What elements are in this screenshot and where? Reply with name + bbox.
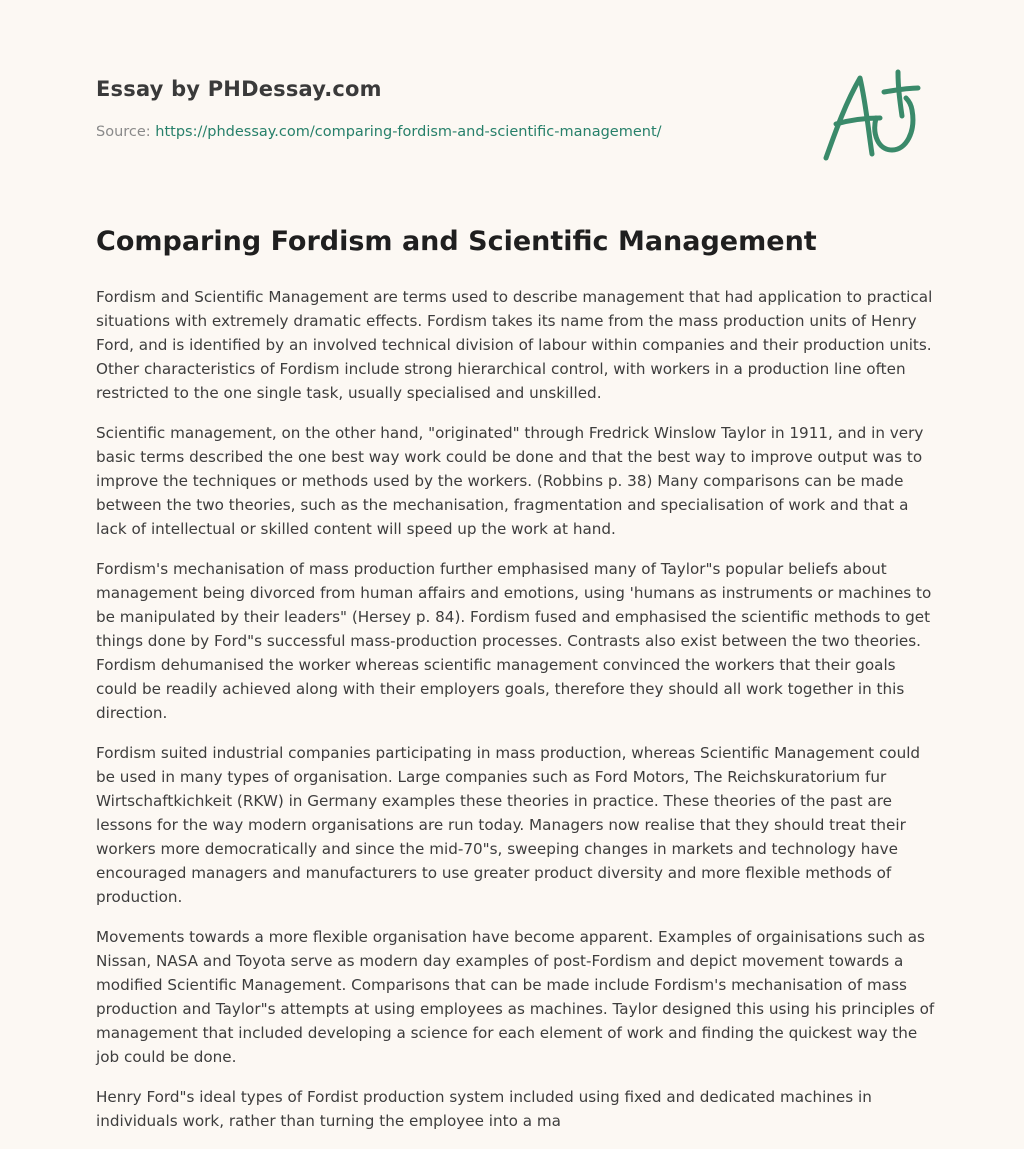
essay-paragraph: Fordism suited industrial companies participating in mass production, whereas Scientific Management could be used in many types of organisation. Large companies such as Ford Motors, The Reichskuratorium fur Wirtschaftkichkeit (RKW) in Germany examples these theories in practice. These theories of the past are lessons for the way modern organisations are run today. Managers now realise that they should treat their workers more democratically and since the mid-70"s, sweeping changes in markets and technology have encouraged managers and manufacturers to use greater product diversity and more flexible methods of production. [96, 744, 921, 906]
essay-paragraph: Fordism's mechanisation of mass production further emphasised many of Taylor"s popular beliefs about management being divorced from human affairs and emotions, using 'humans as instruments or machines to be manipulated by their leaders" (Hersey p. 84). Fordism fused and emphasised the scientific methods to get things done by Ford"s successful mass-production processes. Contrasts also exist between the two theories. Fordism dehumanised the worker whereas scientific management convinced the workers that their goals could be readily achieved along with their employers goals, therefore they should all work together in this direction. [96, 560, 932, 722]
essay-paragraph: Movements towards a more flexible organisation have become apparent. Examples of orgainisations such as Nissan, NASA and Toyota serve as modern day examples of post-Fordism and depict movement towards a modified Scientific Management. Comparisons that can be made include Fordism's mechanisation of mass production and Taylor"s attempts at using employees as machines. Taylor designed this using his principles of management that included developing a science for each element of work and finding the quickest way the job could be done. [96, 928, 935, 1066]
a-plus-grade-icon [822, 68, 926, 166]
essay-paragraph: Scientific management, on the other hand, "originated" through Fredrick Winslow Taylor in 1911, and in very basic terms described the one best way work could be done and that the best way to improve output was to improve the techniques or methods used by the workers. (Robbins p. 38) Many comparisons can be made between the two theories, such as the mechanisation, fragmentation and specialisation of work and that a lack of intellectual or skilled content will speed up the work at hand. [96, 424, 924, 538]
source-line [96, 124, 662, 140]
site-brand: Essay by PHDessay.com [96, 77, 382, 101]
essay-paragraph: Henry Ford"s ideal types of Fordist production system included using fixed and dedicated machines in individuals work, rather than turning the employee into a ma [96, 1088, 872, 1130]
source-link[interactable]: https://phdessay.com/comparing-fordism-and-scientific-management/ [155, 124, 662, 140]
source-label: Source: [96, 124, 156, 140]
essay-paragraph: Fordism and Scientific Management are terms used to describe management that had application to practical situations with extremely dramatic effects. Fordism takes its name from the mass production units of Henry Ford, and is identified by an involved technical division of labour within companies and their production units. Other characteristics of Fordism include strong hierarchical control, with workers in a production line often restricted to the one single task, usually specialised and unskilled. [96, 288, 933, 402]
essay-body [96, 285, 936, 1149]
essay-title: Comparing Fordism and Scientific Management [96, 226, 817, 257]
